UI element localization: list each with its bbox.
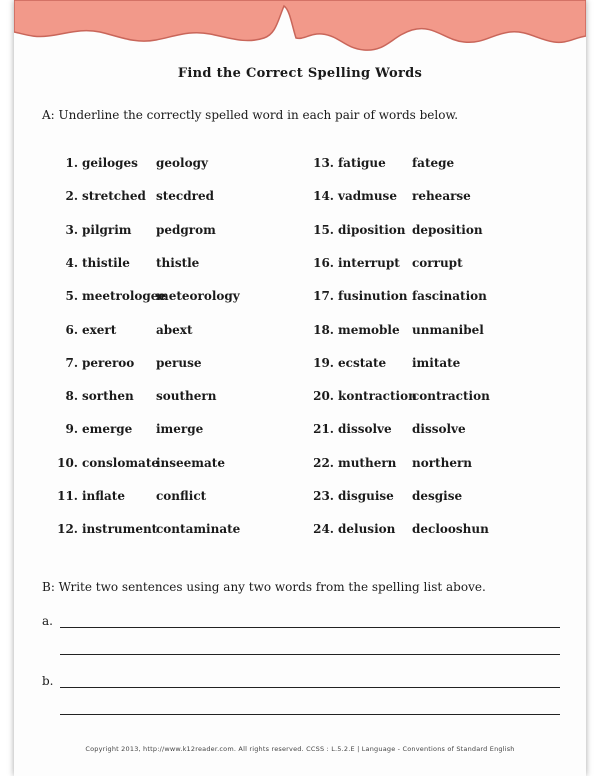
word-option-b[interactable]: southern xyxy=(156,389,217,404)
word-option-a[interactable]: exert xyxy=(82,322,117,337)
word-option-a[interactable]: interrupt xyxy=(338,255,400,270)
word-option-b[interactable]: desgise xyxy=(412,489,463,503)
word-option-b[interactable]: imitate xyxy=(412,355,461,370)
word-option-b[interactable]: corrupt xyxy=(412,255,463,270)
word-option-a[interactable]: pereroo xyxy=(82,355,135,370)
word-option-a[interactable]: stretched xyxy=(82,189,146,204)
item-number: 20. xyxy=(313,389,334,404)
word-pair-row xyxy=(48,223,278,239)
item-number: 17. xyxy=(313,289,334,304)
answer-line-a2[interactable] xyxy=(60,654,560,655)
word-pair-row xyxy=(304,323,534,339)
word-option-b[interactable]: fatege xyxy=(412,156,455,170)
word-option-a[interactable]: fusinution xyxy=(338,289,408,304)
answer-label-a: a. xyxy=(42,614,53,628)
item-number: 14. xyxy=(313,189,334,204)
word-option-a[interactable]: pilgrim xyxy=(82,222,132,237)
item-number: 1. xyxy=(65,156,78,170)
word-option-b[interactable]: pedgrom xyxy=(156,222,216,237)
word-option-a[interactable]: thistile xyxy=(82,255,130,270)
word-option-a[interactable]: muthern xyxy=(338,455,397,470)
item-number: 12. xyxy=(57,522,78,537)
word-option-a[interactable]: instrument xyxy=(82,522,158,537)
word-option-b[interactable]: thistle xyxy=(156,255,200,270)
word-option-b[interactable]: conflict xyxy=(156,489,207,503)
answer-label-b: b. xyxy=(42,674,54,688)
word-pair-row xyxy=(48,389,278,405)
word-pair-row xyxy=(48,356,278,372)
word-pair-row xyxy=(304,156,534,172)
word-pair-row xyxy=(48,489,278,505)
word-option-b[interactable]: rehearse xyxy=(412,189,471,204)
word-option-b[interactable]: abext xyxy=(156,322,193,337)
word-option-a[interactable]: conslomate xyxy=(82,455,160,470)
word-option-b[interactable]: inseemate xyxy=(156,455,225,470)
word-pair-row xyxy=(48,456,278,472)
word-pair-row xyxy=(48,323,278,339)
word-option-a[interactable]: delusion xyxy=(338,522,396,537)
word-pair-row xyxy=(304,289,534,305)
answer-line-a1[interactable] xyxy=(60,627,560,628)
word-pair-row xyxy=(304,223,534,239)
word-option-b[interactable]: deposition xyxy=(412,222,483,237)
word-option-a[interactable]: kontraction xyxy=(338,389,417,404)
word-option-a[interactable]: sorthen xyxy=(82,389,134,404)
word-pair-row xyxy=(304,389,534,405)
copyright-footer: Copyright 2013, http://www.k12reader.com. All rights reserved. CCSS : L.5.2.E | Language - Conventions of Standard English xyxy=(85,745,515,753)
decorative-header-drip xyxy=(14,0,586,60)
word-option-a[interactable]: inflate xyxy=(82,489,125,503)
word-option-b[interactable]: contraction xyxy=(412,389,490,404)
part-b-instruction: B: Write two sentences using any two words from the spelling list above. xyxy=(42,580,486,594)
worksheet-title: Find the Correct Spelling Words xyxy=(177,66,423,81)
item-number: 19. xyxy=(313,355,334,370)
word-option-a[interactable]: fatigue xyxy=(338,156,386,170)
item-number: 5. xyxy=(65,289,78,304)
word-pair-row xyxy=(48,189,278,205)
word-option-a[interactable]: memoble xyxy=(338,322,400,337)
item-number: 22. xyxy=(313,455,334,470)
word-pair-row xyxy=(304,522,534,538)
word-option-a[interactable]: emerge xyxy=(82,422,133,437)
word-option-b[interactable]: northern xyxy=(412,455,472,470)
word-option-a[interactable]: dissolve xyxy=(338,422,392,437)
word-option-b[interactable]: peruse xyxy=(156,355,202,370)
item-number: 15. xyxy=(313,222,334,237)
word-option-b[interactable]: geology xyxy=(156,156,208,170)
item-number: 10. xyxy=(57,455,78,470)
item-number: 18. xyxy=(313,322,334,337)
word-pair-row xyxy=(304,489,534,505)
word-option-b[interactable]: stecdred xyxy=(156,189,214,204)
word-pair-row xyxy=(48,156,278,172)
item-number: 2. xyxy=(65,189,78,204)
word-pair-row xyxy=(304,456,534,472)
word-option-a[interactable]: disguise xyxy=(338,489,394,503)
word-pair-row xyxy=(304,422,534,438)
word-option-b[interactable]: meteorology xyxy=(156,289,240,304)
word-pair-row xyxy=(304,189,534,205)
item-number: 4. xyxy=(65,255,78,270)
worksheet-page xyxy=(14,0,586,776)
answer-line-b2[interactable] xyxy=(60,714,560,715)
word-option-a[interactable]: meetrologee xyxy=(82,289,167,304)
word-option-a[interactable]: diposition xyxy=(338,222,406,237)
word-pair-row xyxy=(48,289,278,305)
item-number: 6. xyxy=(65,322,78,337)
item-number: 7. xyxy=(65,355,78,370)
word-option-b[interactable]: declooshun xyxy=(412,522,489,537)
item-number: 23. xyxy=(313,489,334,503)
part-a-instruction: A: Underline the correctly spelled word in each pair of words below. xyxy=(42,108,459,122)
word-pair-row xyxy=(304,356,534,372)
word-option-b[interactable]: imerge xyxy=(156,422,204,437)
word-option-b[interactable]: unmanibel xyxy=(412,322,484,337)
word-pair-row xyxy=(48,522,278,538)
item-number: 9. xyxy=(65,422,78,437)
word-option-a[interactable]: vadmuse xyxy=(338,189,397,204)
item-number: 3. xyxy=(65,222,78,237)
word-pair-row xyxy=(48,422,278,438)
word-option-b[interactable]: fascination xyxy=(412,289,487,304)
word-pair-row xyxy=(304,256,534,272)
word-pair-row xyxy=(48,256,278,272)
word-option-a[interactable]: geiloges xyxy=(82,156,138,170)
item-number: 13. xyxy=(313,156,334,170)
item-number: 16. xyxy=(313,255,334,270)
word-option-a[interactable]: ecstate xyxy=(338,355,387,370)
item-number: 11. xyxy=(57,489,78,503)
item-number: 21. xyxy=(313,422,334,437)
item-number: 8. xyxy=(65,389,78,404)
item-number: 24. xyxy=(313,522,334,537)
answer-line-b1[interactable] xyxy=(60,687,560,688)
word-option-b[interactable]: dissolve xyxy=(412,422,466,437)
word-option-b[interactable]: contaminate xyxy=(156,522,241,537)
